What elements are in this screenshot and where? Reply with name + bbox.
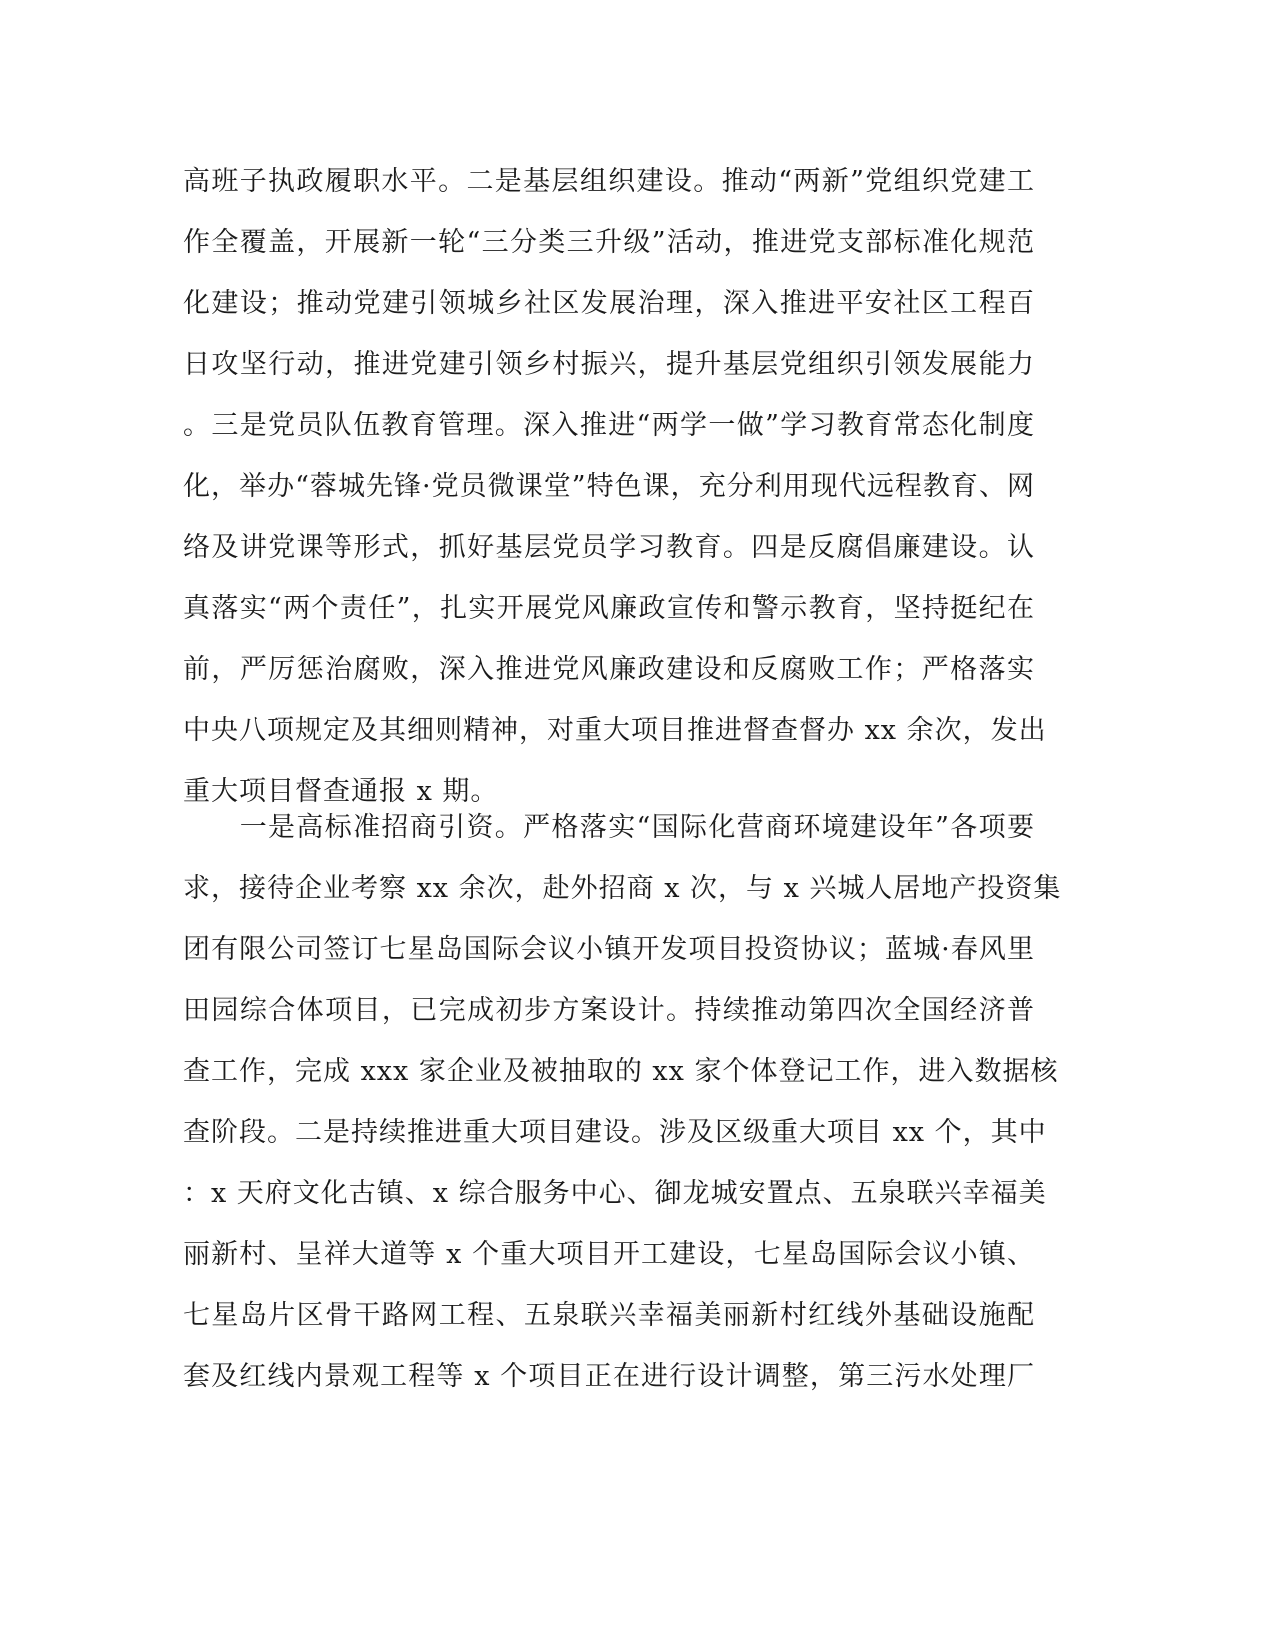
paragraph-line: 套及红线内景观工程等 x 个项目正在进行设计调整，第三污水处理厂 <box>183 1361 1035 1392</box>
paragraph-line: 重大项目督查通报 x 期。 <box>183 776 499 807</box>
paragraph-line: 络及讲党课等形式，抓好基层党员学习教育。四是反腐倡廉建设。认 <box>183 532 1035 563</box>
paragraph-line: ：x 天府文化古镇、x 综合服务中心、御龙城安置点、五泉联兴幸福美 <box>183 1178 1047 1209</box>
paragraph-line: 求，接待企业考察 xx 余次，赴外招商 x 次，与 x 兴城人居地产投资集 <box>183 873 1062 904</box>
paragraph-line: 作全覆盖，开展新一轮“三分类三升级”活动，推进党支部标准化规范 <box>183 227 1035 258</box>
paragraph-line: 丽新村、呈祥大道等 x 个重大项目开工建设，七星岛国际会议小镇、 <box>183 1239 1035 1270</box>
paragraph-line: 中央八项规定及其细则精神，对重大项目推进督查督办 xx 余次，发出 <box>183 715 1047 746</box>
paragraph-line: 。三是党员队伍教育管理。深入推进“两学一做”学习教育常态化制度 <box>183 410 1035 441</box>
paragraph-line: 高班子执政履职水平。二是基层组织建设。推动“两新”党组织党建工 <box>183 166 1035 197</box>
paragraph-line: 七星岛片区骨干路网工程、五泉联兴幸福美丽新村红线外基础设施配 <box>183 1300 1035 1331</box>
paragraph-1 <box>183 162 1047 833</box>
paragraph-line: 前，严厉惩治腐败，深入推进党风廉政建设和反腐败工作；严格落实 <box>183 654 1035 685</box>
paragraph-line: 化，举办“蓉城先锋·党员微课堂”特色课，充分利用现代远程教育、网 <box>183 471 1035 502</box>
paragraph-line: 查工作，完成 xxx 家企业及被抽取的 xx 家个体登记工作，进入数据核 <box>183 1056 1059 1087</box>
paragraph-line: 团有限公司签订七星岛国际会议小镇开发项目投资协议；蓝城·春风里 <box>183 934 1035 965</box>
paragraph-line: 田园综合体项目，已完成初步方案设计。持续推动第四次全国经济普 <box>183 995 1035 1026</box>
paragraph-line: 真落实“两个责任”，扎实开展党风廉政宣传和警示教育，坚持挺纪在 <box>183 593 1035 624</box>
paragraph-2 <box>183 808 1062 1418</box>
paragraph-line: 查阶段。二是持续推进重大项目建设。涉及区级重大项目 xx 个，其中 <box>183 1117 1047 1148</box>
paragraph-line: 日攻坚行动，推进党建引领乡村振兴，提升基层党组织引领发展能力 <box>183 349 1035 380</box>
paragraph-line: 化建设；推动党建引领城乡社区发展治理，深入推进平安社区工程百 <box>183 288 1035 319</box>
paragraph-line: 一是高标准招商引资。严格落实“国际化营商环境建设年”各项要 <box>183 812 1035 843</box>
